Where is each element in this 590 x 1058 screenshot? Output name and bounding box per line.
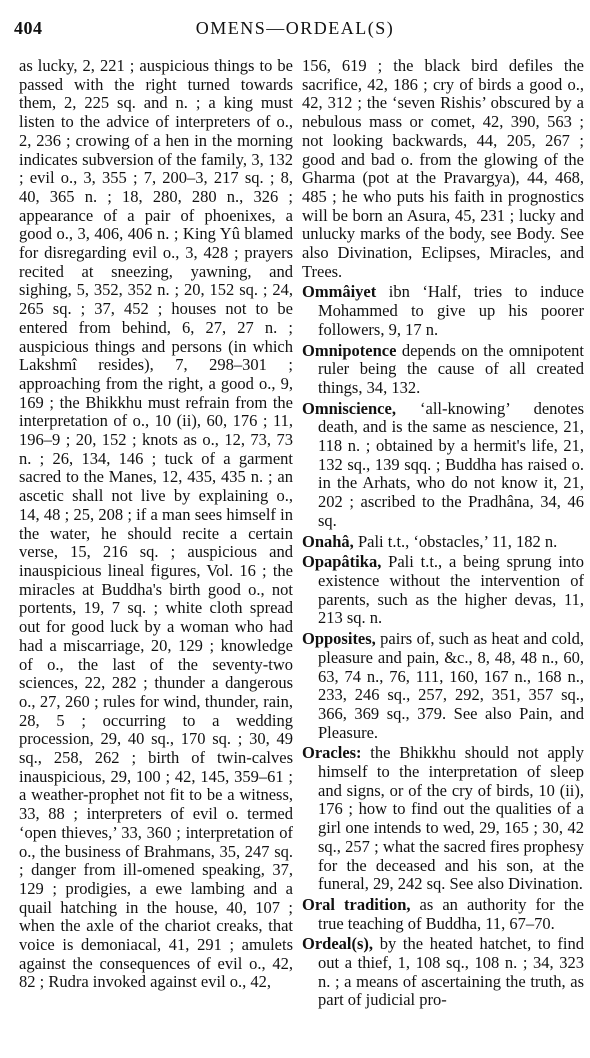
entry-headword: Oral tradition,: [302, 894, 411, 914]
entry-headword: Oracles:: [302, 743, 362, 763]
entry-text: the Bhikkhu should not apply himself to the interpretation of sleep and signs, or of the cry of birds, 10 (ii), 176 ; how to find out the qualities of a girl one intends to wed, 29, 165 ; 30, 42 sq., 257 ; what the sacred fires prophesy for the deceased and his son, at the funeral, 29, 242 sq. See also Divination.: [318, 743, 584, 894]
entry-headword: Omniscience,: [302, 398, 396, 418]
entry-headword: Onahâ,: [302, 531, 354, 551]
page-header: [14, 18, 576, 44]
entry-text: Pali t.t., ‘obstacles,’ 11, 182 n.: [353, 531, 558, 551]
index-entry-opapatika: [302, 553, 584, 628]
entry-text: ‘all-knowing’ denotes death, and is the same as nescience, 21, 118 n. ; obtained by a hermit's life, 21, 132 sq., 139 sqq. ; Buddha has raised o. in the Arhats, who do not know it, 21, 202 ; ascribed to the Pradhâna, 34, 46 sq.: [318, 398, 584, 530]
entry-text: Pali t.t., a being sprung into existence without the intervention of parents, such as the higher devas, 11, 213 sq. n.: [318, 552, 584, 628]
entry-continuation: 156, 619 ; the black bird defiles the sacrifice, 42, 186 ; cry of birds a good o., 42, 312 ; the ‘seven Rishis’ obscured by a nebulous mass or comet, 42, 390, 563 ; not looking backwards, 44, 205, 267 ; good and bad o. from the glowing of the Gharma (pot at the Pravargya), 44, 468, 485 ; he who puts his faith in prognostics will be born an Asura, 45, 231 ; lucky and unlucky marks of the body, see Body. See also Divination, Eclipses, Miracles, and Trees.: [302, 56, 584, 281]
entry-headword: Opposites,: [302, 629, 376, 649]
index-entry-ordeals: [302, 935, 584, 1010]
index-entry-opposites: [302, 630, 584, 742]
index-entry-ommaiyet: [302, 283, 584, 339]
entry-headword: Omnipotence: [302, 340, 397, 360]
entry-continuation: as lucky, 2, 221 ; auspicious things to be passed with the right turned towards them, 2, 225 sq. and n. ; a king must listen to the advice of interpreters of o., 2, 236 ; crowing of a hen in the morning indicates subversion of the family, 3, 132 ; evil o., 3, 355 ; 7, 200–3, 217 sq. ; 8, 40, 365 n. ; 18, 280, 280 n., 326 ; appearance of a pair of phoenixes, a good o., 3, 406, 406 n. ; King Yû blamed for disregarding evil o., 3, 428 ; prayers recited at sneezing, yawning, and sighing, 5, 352, 352 n. ; 20, 152 sq. ; 24, 265 sq. ; 37, 452 ; houses not to be entered from behind, 6, 27, 27 n. ; auspicious things and persons (in which Lakshmî resides), 7, 298–301 ; approaching from the right, a good o., 9, 169 ; the Bhikkhu must refrain from the interpretation of o., 10 (ii), 60, 176 ; 11, 196–9 ; 20, 152 ; knots as o., 12, 73, 73 n. ; 26, 134, 146 ; tuck of a garment sacred to the Manes, 12, 435, 435 n. ; an ascetic shall not live by explaining o., 14, 48 ; 25, 208 ; if a man sees himself in the water, he should recite a certain verse, 15, 216 sq. ; auspicious and inauspicious lineal figures, Vol. 16 ; the miracles at Buddha's birth good o., not portents, 19, 7 sq. ; white cloth spread out for good luck by a woman who had had a miscarriage, 20, 129 ; knowledge of o., the last of the seventy-two sciences, 22, 282 ; thunder a dangerous o., 27, 260 ; rules for wind, thunder, rain, 28, 5 ; occurring to a wedding procession, 29, 40 sq., 170 sq. ; 30, 49 sq., 258, 262 ; birth of twin-calves inauspicious, 29, 100 ; 42, 145, 359–61 ; a weather-prophet not fit to be a witness, 33, 88 ; interpreters of evil o. termed ‘open thieves,’ 33, 360 ; interpretation of o., the business of Brahmans, 35, 247 sq. ; danger from ill-omened speaking, 37, 129 ; prodigies, a ewe lambing and a quail hatching in the house, 40, 107 ; when the axle of the chariot creaks, that voice is demoniacal, 41, 291 ; amulets against the consequences of evil o., 42, 82 ; Rudra invoked against evil o., 42,: [19, 56, 293, 992]
index-entry-onaha: [302, 533, 584, 552]
right-column: [302, 57, 584, 1010]
entry-text: by the heated hatchet, to find out a thief, 1, 108 sq., 108 n. ; 34, 323 n. ; a means of ascertaining the truth, as part of judicial pro-: [318, 934, 584, 1010]
index-entry-omnipotence: [302, 342, 584, 398]
entry-headword: Ommâiyet: [302, 282, 377, 302]
entry-headword: Opapâtika,: [302, 552, 382, 572]
index-entry-oral-tradition: [302, 896, 584, 933]
entry-text: depends on the omnipotent ruler being the cause of all created things, 34, 132.: [318, 340, 584, 397]
running-title: OMENS—ORDEAL(S): [195, 18, 395, 38]
index-entry-omniscience: [302, 400, 584, 531]
index-entry-oracles: [302, 744, 584, 894]
entry-text: pairs of, such as heat and cold, pleasure and pain, &c., 8, 48, 48 n., 60, 63, 74 n., 76, 111, 160, 167 n., 168 n., 233, 246 sq., 257, 292, 351, 357 sq., 366, 369 sq., 379. See also Pain, and Pleasure.: [318, 629, 584, 742]
left-column: [19, 57, 293, 992]
entry-text: ibn ‘Half, tries to induce Mohammed to give up his poorer followers, 9, 17 n.: [318, 282, 584, 339]
page-number: 404: [14, 18, 43, 38]
entry-headword: Ordeal(s),: [302, 934, 374, 954]
entry-text: as an authority for the true teaching of Buddha, 11, 67–70.: [318, 894, 584, 933]
